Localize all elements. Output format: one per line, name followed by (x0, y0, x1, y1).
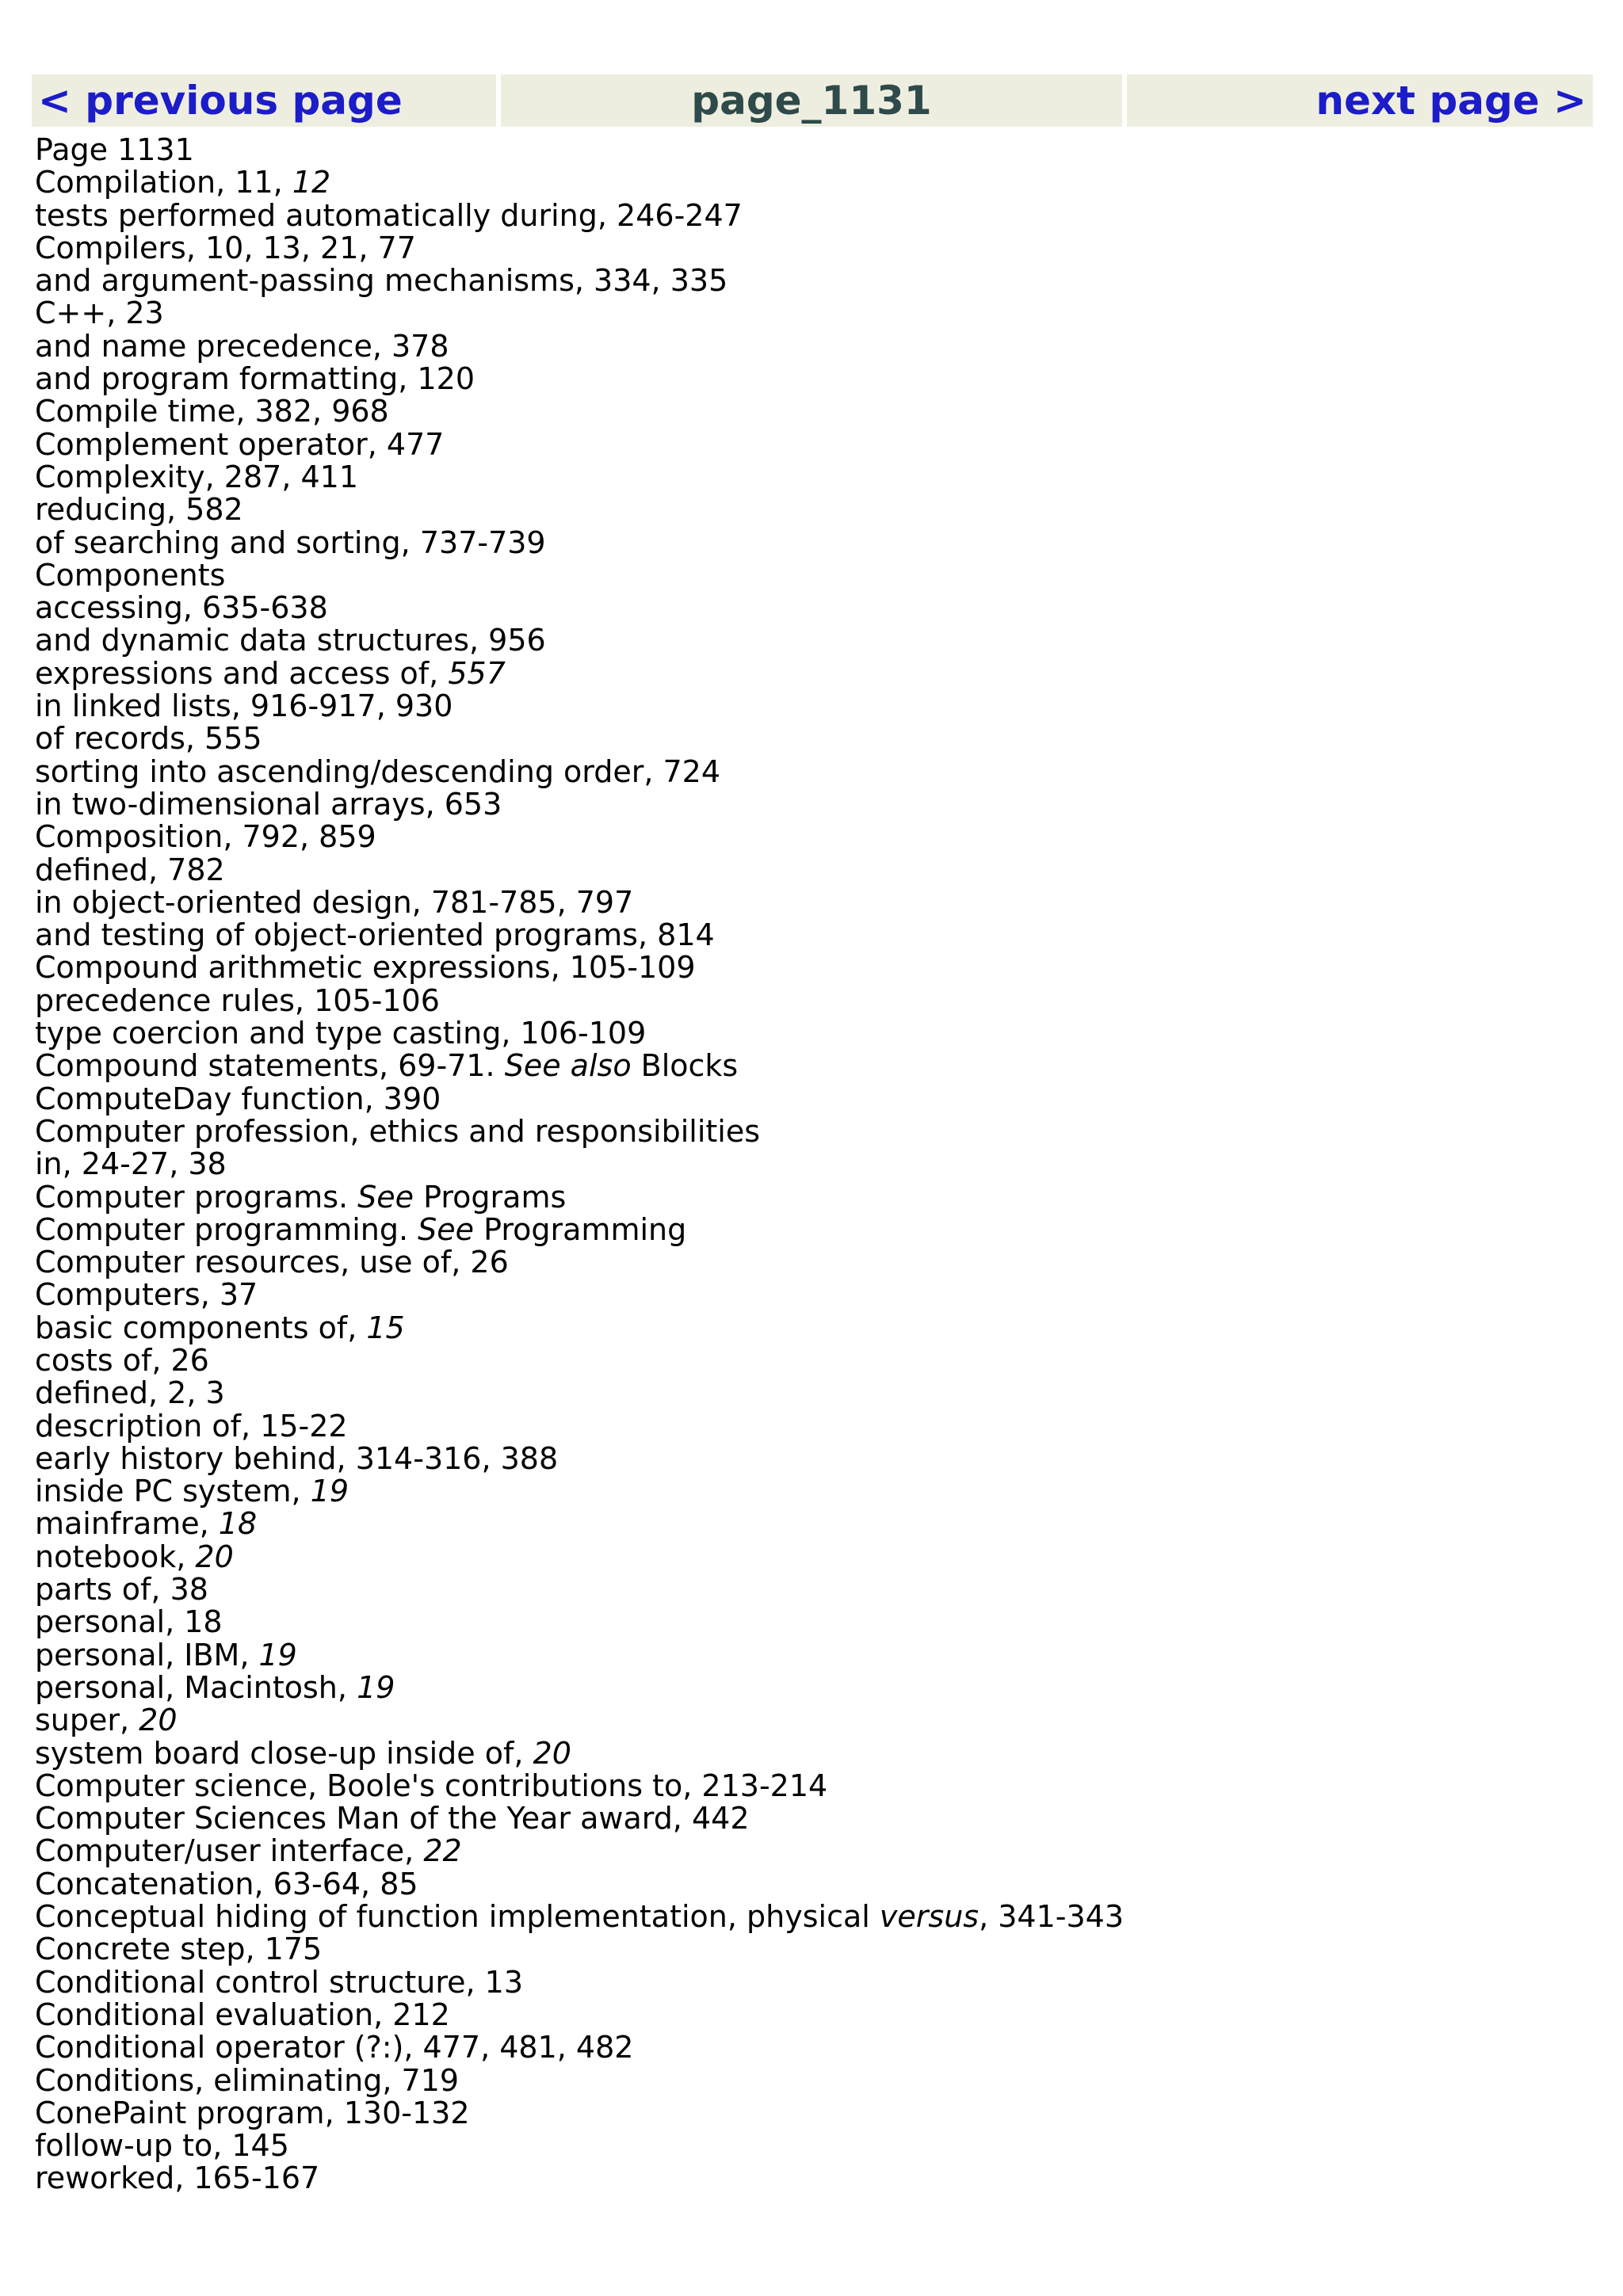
index-entry (35, 166, 1124, 199)
index-entry-suffix: Blocks (631, 1048, 739, 1084)
index-entry (35, 2130, 1124, 2162)
page-number-label (35, 134, 1124, 166)
index-entry-text: Computer programming. (35, 1211, 418, 1247)
index-entry-text: Conditional operator (?:), 477, 481, 482 (35, 2030, 634, 2065)
index-entry-italic: See also (504, 1048, 632, 1084)
index-entry-text: of searching and sorting, 737-739 (35, 524, 546, 560)
index-entry (35, 1606, 1124, 1638)
index-entry-italic: See (357, 1179, 414, 1215)
index-entry (35, 1344, 1124, 1377)
index-entry-text: super, (35, 1703, 139, 1738)
index-entry (35, 655, 1124, 691)
index-entry-text: Computers, 37 (35, 1277, 258, 1313)
index-entry (35, 559, 1124, 592)
index-entry-text: in, 24-27, 38 (35, 1146, 227, 1182)
index-entry-text: early history behind, 314-316, 388 (35, 1440, 559, 1476)
index-entry-text: basic components of, (35, 1310, 367, 1345)
index-entry (35, 1669, 1124, 1705)
index-entry (35, 1050, 1124, 1082)
index-entry (35, 1639, 1124, 1672)
index-entry-italic: 20 (139, 1703, 178, 1738)
index-entry (35, 723, 1124, 755)
index-entry (35, 2097, 1124, 2130)
index-entry (35, 461, 1124, 494)
index-entry-text: Computer Sciences Man of the Year award, 442 (35, 1801, 750, 1836)
index-entry (35, 395, 1124, 428)
index-entry (35, 1901, 1124, 1933)
index-entry-italic: 12 (292, 165, 331, 200)
index-entry-italic: 18 (218, 1506, 258, 1542)
index-entry-text: expressions and access of, (35, 655, 449, 691)
index-entry (35, 232, 1124, 265)
index-entry-text: Computer science, Boole's contributions to, 213-214 (35, 1768, 828, 1803)
index-entry-text: Page 1131 (35, 132, 194, 167)
index-entry-text: Conceptual hiding of function implementation, physical (35, 1899, 880, 1935)
index-entry-text: Computer/user interface, (35, 1833, 424, 1869)
index-entry (35, 1541, 1124, 1573)
index-entry-text: Compilers, 10, 13, 21, 77 (35, 230, 416, 265)
index-entry-text: Composition, 792, 859 (35, 819, 376, 855)
index-entry (35, 2062, 1124, 2098)
index-entry-italic: 19 (310, 1474, 349, 1509)
index-entry (35, 753, 1124, 789)
index-entry (35, 297, 1124, 330)
index-entry-text: ConePaint program, 130-132 (35, 2095, 470, 2130)
index-entry-text: notebook, (35, 1539, 196, 1574)
index-entry (35, 1440, 1124, 1476)
previous-page-link[interactable]: < previous page (32, 74, 496, 127)
index-entry-text: system board close-up inside of, (35, 1735, 533, 1771)
index-entry-text: follow-up to, 145 (35, 2128, 289, 2164)
index-entry-text: C++, 23 (35, 296, 164, 331)
index-entry (35, 1410, 1124, 1443)
index-entry-italic: 19 (357, 1669, 395, 1705)
index-entry-text: Computer programs. (35, 1179, 358, 1215)
index-entry (35, 1148, 1124, 1180)
index-entry-text: and dynamic data structures, 956 (35, 623, 546, 658)
index-entry-text: Concrete step, 175 (35, 1932, 323, 1967)
index-entry-text: personal, Macintosh, (35, 1669, 357, 1705)
index-entry-text: Compile time, 382, 968 (35, 394, 389, 429)
index-entry-text: precedence rules, 105-106 (35, 982, 440, 1018)
index-entry (35, 1508, 1124, 1540)
index-entry-text: and name precedence, 378 (35, 328, 449, 364)
index-entry (35, 524, 1124, 560)
index-entry (35, 919, 1124, 952)
index-entry-text: reducing, 582 (35, 492, 243, 528)
index-entry-text: reworked, 165-167 (35, 2161, 320, 2196)
index-entry-text: Conditional evaluation, 212 (35, 1997, 450, 2032)
index-entry (35, 2031, 1124, 2064)
index-entry-text: description of, 15-22 (35, 1408, 348, 1444)
index-entry-suffix: Programs (414, 1179, 567, 1215)
index-entry-text: and program formatting, 120 (35, 361, 475, 397)
index-entry (35, 1966, 1124, 1999)
index-entry-text: Compound arithmetic expressions, 105-109 (35, 950, 696, 986)
index-entry-text: Conditions, eliminating, 719 (35, 2062, 460, 2098)
index-entry-text: tests performed automatically during, 246-247 (35, 197, 743, 233)
index-entry-text: Complement operator, 477 (35, 426, 445, 462)
index-entry-list (35, 134, 1124, 2195)
index-entry-text: and testing of object-oriented programs, 814 (35, 917, 715, 953)
index-entry (35, 1181, 1124, 1214)
index-entry (35, 1377, 1124, 1409)
index-entry-text: costs of, 26 (35, 1342, 209, 1378)
index-entry (35, 1017, 1124, 1050)
index-entry-text: sorting into ascending/descending order, 724 (35, 753, 721, 789)
index-entry-text: Computer profession, ethics and responsibilities (35, 1113, 761, 1149)
index-entry (35, 1113, 1124, 1149)
index-entry (35, 690, 1124, 723)
index-entry-italic: 19 (258, 1637, 297, 1672)
index-entry-italic: 20 (533, 1735, 571, 1771)
index-entry-text: Computer resources, use of, 26 (35, 1245, 509, 1280)
index-entry-italic: See (418, 1211, 475, 1247)
index-entry (35, 1475, 1124, 1508)
index-entry (35, 1933, 1124, 1966)
index-entry (35, 426, 1124, 462)
index-entry (35, 330, 1124, 363)
index-entry-text: Complexity, 287, 411 (35, 459, 358, 494)
index-entry (35, 1083, 1124, 1116)
index-entry (35, 884, 1124, 920)
index-entry-italic: 22 (423, 1833, 462, 1869)
index-entry-text: Concatenation, 63-64, 85 (35, 1866, 418, 1901)
index-entry-italic: 20 (195, 1539, 234, 1574)
index-entry-text: in linked lists, 916-917, 930 (35, 688, 453, 724)
index-entry-text: defined, 782 (35, 852, 225, 887)
index-entry-text: type coercion and type casting, 106-109 (35, 1016, 647, 1051)
index-entry (35, 1802, 1124, 1835)
index-entry (35, 1999, 1124, 2031)
index-entry-text: Conditional control structure, 13 (35, 1964, 524, 2000)
index-entry (35, 982, 1124, 1018)
index-entry-text: personal, IBM, (35, 1637, 259, 1672)
index-entry-italic: 15 (366, 1310, 405, 1345)
index-entry (35, 952, 1124, 984)
index-entry (35, 1279, 1124, 1311)
index-entry (35, 2162, 1124, 2195)
index-entry-italic: versus (879, 1899, 980, 1935)
index-entry-suffix: , 341-343 (979, 1899, 1125, 1935)
index-entry (35, 494, 1124, 526)
index-entry-text: mainframe, (35, 1506, 219, 1542)
index-entry-italic: 557 (448, 655, 506, 691)
index-entry-text: accessing, 635-638 (35, 590, 328, 626)
index-entry (35, 1704, 1124, 1737)
index-entry-text: Compound statements, 69-71. (35, 1048, 505, 1084)
index-entry-text: parts of, 38 (35, 1572, 208, 1608)
index-entry (35, 1573, 1124, 1606)
index-entry (35, 788, 1124, 821)
index-entry (35, 624, 1124, 657)
index-entry-text: Compilation, 11, (35, 165, 292, 200)
index-entry (35, 1868, 1124, 1901)
page-title: page_1131 (501, 74, 1122, 127)
index-entry-text: Components (35, 557, 226, 593)
index-entry-text: in object-oriented design, 781-785, 797 (35, 884, 634, 920)
index-entry-text: personal, 18 (35, 1604, 223, 1640)
index-entry-text: in two-dimensional arrays, 653 (35, 786, 502, 822)
index-entry-text: inside PC system, (35, 1474, 311, 1509)
index-entry (35, 854, 1124, 887)
index-entry-suffix: Programming (474, 1211, 687, 1247)
index-entry (35, 1246, 1124, 1279)
index-entry-text: and argument-passing mechanisms, 334, 335 (35, 263, 728, 299)
page-navigation-bar (32, 74, 1593, 127)
index-entry (35, 1770, 1124, 1802)
index-entry (35, 363, 1124, 395)
index-entry-text: of records, 555 (35, 721, 262, 757)
index-entry (35, 1211, 1124, 1247)
index-entry (35, 1835, 1124, 1867)
index-entry (35, 592, 1124, 624)
index-entry (35, 821, 1124, 853)
index-entry-text: ComputeDay function, 390 (35, 1081, 441, 1116)
index-entry (35, 1737, 1124, 1770)
next-page-link[interactable]: next page > (1127, 74, 1593, 127)
index-entry (35, 265, 1124, 297)
index-entry (35, 1312, 1124, 1344)
index-entry-text: defined, 2, 3 (35, 1375, 225, 1411)
index-entry (35, 197, 1124, 233)
